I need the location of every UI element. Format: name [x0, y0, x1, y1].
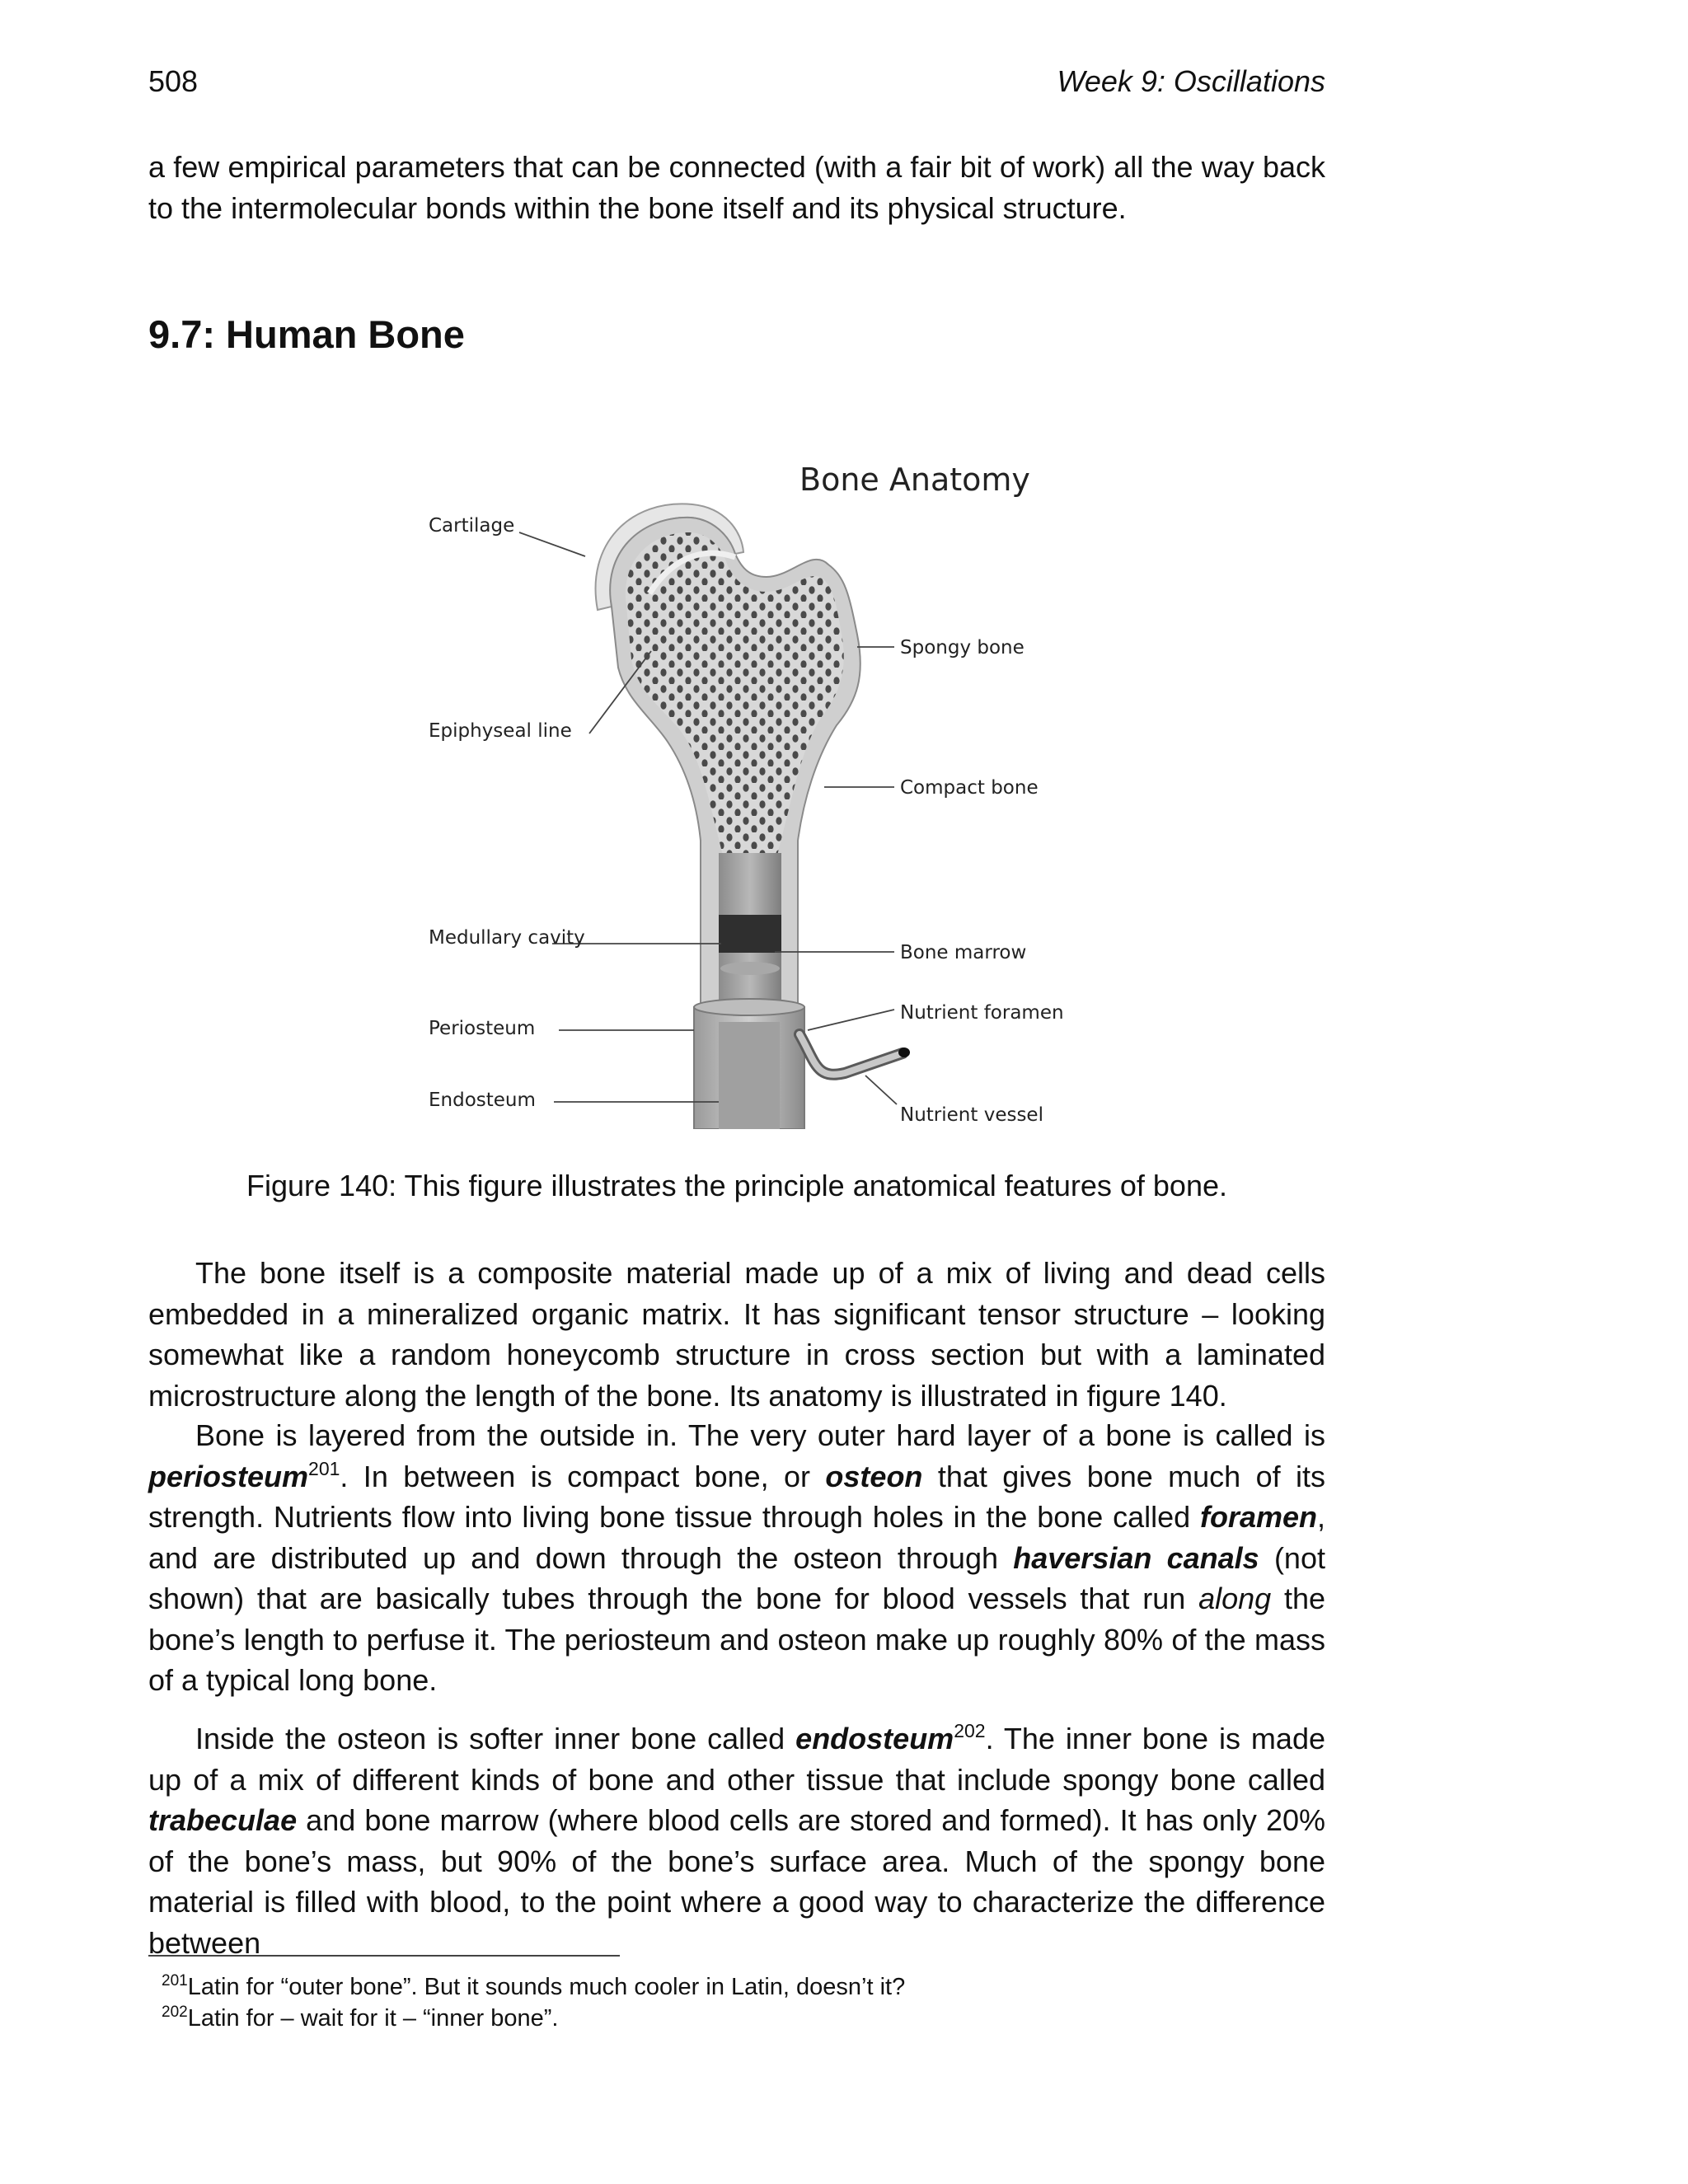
footnote-ref-201: 201 [308, 1457, 340, 1479]
paragraph-composite: The bone itself is a composite material made up of a mix of living and dead cells embedded in a mineralized organic matrix. It has significant tensor structure – looking somewhat like a random honeycomb structure in cross section but with a laminated microstructure along the length of the bone. Its anatomy is illustrated in figure 140. [148, 1256, 1325, 1413]
text-run: Inside the osteon is softer inner bone called [195, 1722, 796, 1755]
footnote-text: Latin for – wait for it – “inner bone”. [187, 2005, 559, 2032]
periosteum-sleeve-top [694, 999, 804, 1015]
paragraph-inner-bone [148, 1718, 1325, 1963]
nutrient-vessel-opening [898, 1047, 910, 1057]
label-nutrient-vessel: Nutrient vessel [900, 1104, 1043, 1126]
figure-title: Bone Anatomy [799, 462, 1030, 498]
term-osteon: osteon [825, 1459, 923, 1493]
text-run: the bone’s length to perfuse it. The periosteum and osteon make up roughly 80% of the mass of a typical long bone. [148, 1582, 1325, 1697]
footnote-text: Latin for “outer bone”. But it sounds much cooler in Latin, doesn’t it? [187, 1974, 906, 2000]
section-heading: 9.7: Human Bone [148, 312, 465, 356]
text-run: (not shown) that are basically tubes through the bone for blood vessels that run [148, 1540, 1325, 1615]
label-nutrient-foramen: Nutrient foramen [900, 1002, 1064, 1024]
paragraph-layers [148, 1415, 1325, 1701]
label-periosteum: Periosteum [429, 1018, 536, 1039]
running-title: Week 9: Oscillations [1057, 64, 1325, 98]
footnote-rule [148, 1955, 620, 1957]
text-run: Bone is layered from the outside in. The very outer hard layer of a bone is called is [195, 1418, 1325, 1452]
label-spongy-bone: Spongy bone [900, 637, 1025, 658]
emphasis-along: along [1198, 1582, 1272, 1615]
text-run: . The inner bone is made up of a mix of different kinds of bone and other tissue that include spongy bone called [148, 1722, 1325, 1797]
bone-anatomy-figure [429, 453, 1071, 1129]
footnote-201 [162, 1971, 905, 2003]
label-bone-marrow: Bone marrow [900, 942, 1027, 963]
label-cartilage: Cartilage [429, 515, 515, 537]
endosteum-core [719, 1022, 780, 1129]
footnote-number: 201 [162, 1972, 188, 1990]
text-run: that gives bone much of its strength. Nutrients flow into living bone tissue through holes in the bone called [148, 1459, 1325, 1534]
label-medullary-cavity: Medullary cavity [429, 927, 585, 949]
figure-caption: Figure 140: This figure illustrates the principle anatomical features of bone. [246, 1169, 1227, 1202]
text-run: and bone marrow (where blood cells are stored and formed). It has only 20% of the bone’s mass, but 90% of the bone’s surface area. Much of the spongy bone material is filled with blood, to the point where a good way to characterize the difference between [148, 1803, 1325, 1960]
label-compact-bone: Compact bone [900, 777, 1039, 799]
footnote-number: 202 [162, 2004, 188, 2021]
term-periosteum: periosteum [148, 1459, 309, 1493]
term-foramen: foramen [1199, 1500, 1317, 1534]
term-trabeculae: trabeculae [148, 1803, 298, 1837]
text-run: . In between is compact bone, or [340, 1459, 826, 1493]
intro-paragraph: a few empirical parameters that can be connected (with a fair bit of work) all the way back to the intermolecular bonds within the bone itself and its physical structure. [148, 150, 1325, 225]
term-endosteum: endosteum [795, 1722, 954, 1755]
label-endosteum: Endosteum [429, 1090, 536, 1111]
bone-marrow-shape [719, 915, 781, 953]
page-number: 508 [148, 64, 199, 98]
footnote-ref-202: 202 [954, 1720, 986, 1741]
footnote-202 [162, 2003, 558, 2034]
term-haversian-canals: haversian canals [1013, 1540, 1259, 1575]
marrow-cylinder-top [720, 962, 780, 975]
label-epiphyseal-line: Epiphyseal line [429, 720, 572, 742]
text-run: , and are distributed up and down through the osteon through [148, 1500, 1325, 1575]
